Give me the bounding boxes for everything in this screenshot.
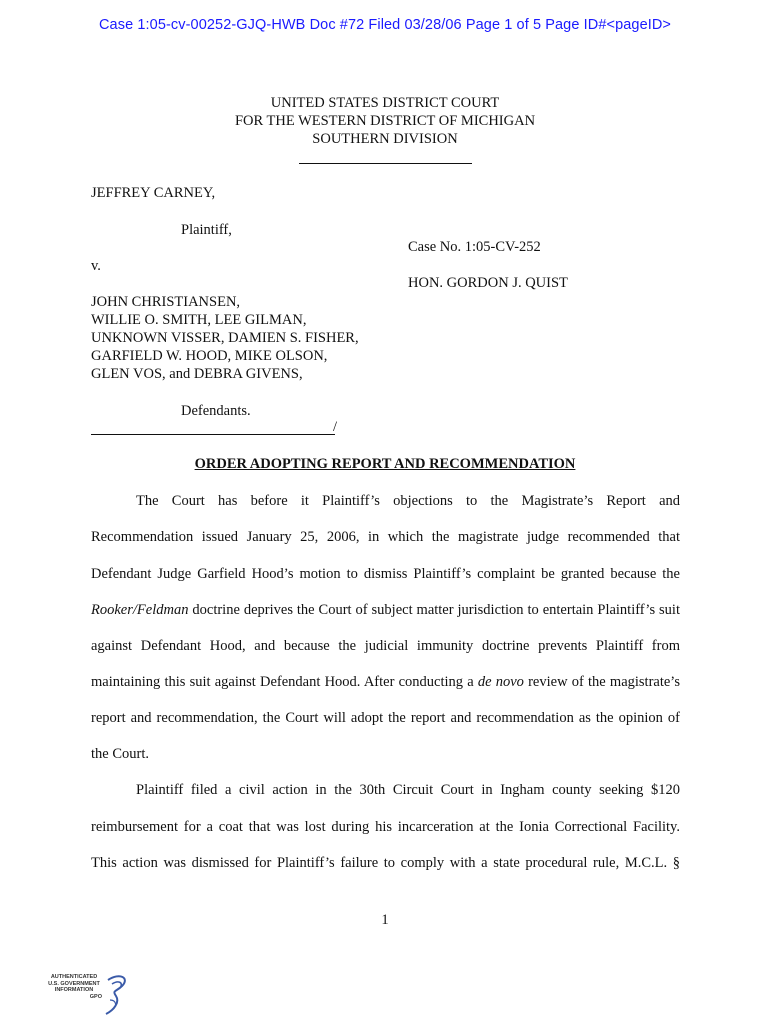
case-citation-italic: Rooker/Feldman: [91, 602, 189, 618]
caption-end-rule: [91, 434, 335, 435]
defendant-line: GARFIELD W. HOOD, MIKE OLSON,: [91, 348, 328, 364]
versus: v.: [91, 258, 101, 274]
paragraph-1-line: The Court has before it Plaintiff’s objections to the Magistrate’s Report and: [136, 493, 680, 509]
plaintiff-name: JEFFREY CARNEY,: [91, 185, 216, 201]
paragraph-1-line: against Defendant Hood, and because the judicial immunity doctrine prevents Plaintiff from: [91, 638, 680, 654]
paragraph-2-line: Plaintiff filed a civil action in the 30th Circuit Court in Ingham county seeking $120: [136, 782, 680, 798]
paragraph-1-line: [91, 602, 680, 619]
plaintiff-role: Plaintiff,: [181, 222, 232, 238]
defendant-line: JOHN CHRISTIANSEN,: [91, 294, 241, 310]
case-header-stamp: Case 1:05-cv-00252-GJQ-HWB Doc #72 Filed 03/28/06 Page 1 of 5 Page ID#<pageID>: [98, 17, 671, 33]
paragraph-2-line: reimbursement for a coat that was lost during his incarceration at the Ionia Correctional Facility.: [91, 819, 680, 835]
case-number: Case No. 1:05-CV-252: [408, 239, 541, 255]
judge-name: HON. GORDON J. QUIST: [408, 275, 568, 291]
paragraph-1-text: maintaining this suit against Defendant Hood. After conducting a: [91, 674, 478, 690]
paragraph-2-line: This action was dismissed for Plaintiff’s failure to comply with a state procedural rule, M.C.L. §: [91, 855, 680, 871]
seal-line: INFORMATION: [54, 987, 94, 993]
order-title: ORDER ADOPTING REPORT AND RECOMMENDATION: [194, 456, 576, 472]
seal-line: GPO: [89, 993, 102, 1000]
paragraph-1-line: [91, 674, 680, 691]
seal-line: U.S. GOVERNMENT: [48, 980, 100, 987]
paragraph-1-text: review of the magistrate’s: [523, 674, 680, 690]
paragraph-1-text: doctrine deprives the Court of subject matter jurisdiction to entertain Plaintiff’s suit: [188, 602, 680, 618]
court-division: SOUTHERN DIVISION: [312, 131, 458, 147]
court-name-line-1: UNITED STATES DISTRICT COURT: [270, 95, 500, 111]
caption-end-slash: /: [333, 419, 338, 435]
defendant-line: UNKNOWN VISSER, DAMIEN S. FISHER,: [91, 330, 359, 346]
paragraph-1-line: report and recommendation, the Court will adopt the report and recommendation as the opinion of: [91, 710, 680, 726]
latin-term-italic: de novo: [477, 674, 524, 690]
gpo-authentication-seal: [42, 970, 132, 1018]
defendant-line: GLEN VOS, and DEBRA GIVENS,: [91, 366, 303, 382]
paragraph-1-line: Recommendation issued January 25, 2006, in which the magistrate judge recommended that: [91, 529, 680, 545]
page-number: 1: [381, 912, 389, 928]
court-heading-rule: [299, 163, 472, 164]
paragraph-1-line: the Court.: [91, 746, 149, 762]
defendants-role: Defendants.: [181, 403, 251, 419]
seal-line: AUTHENTICATED: [50, 974, 98, 980]
eagle-icon: [42, 970, 132, 1018]
paragraph-1-line: Defendant Judge Garfield Hood’s motion to dismiss Plaintiff’s complaint be granted because the: [91, 566, 680, 582]
court-name-line-2: FOR THE WESTERN DISTRICT OF MICHIGAN: [234, 113, 536, 129]
defendant-line: WILLIE O. SMITH, LEE GILMAN,: [91, 312, 307, 328]
